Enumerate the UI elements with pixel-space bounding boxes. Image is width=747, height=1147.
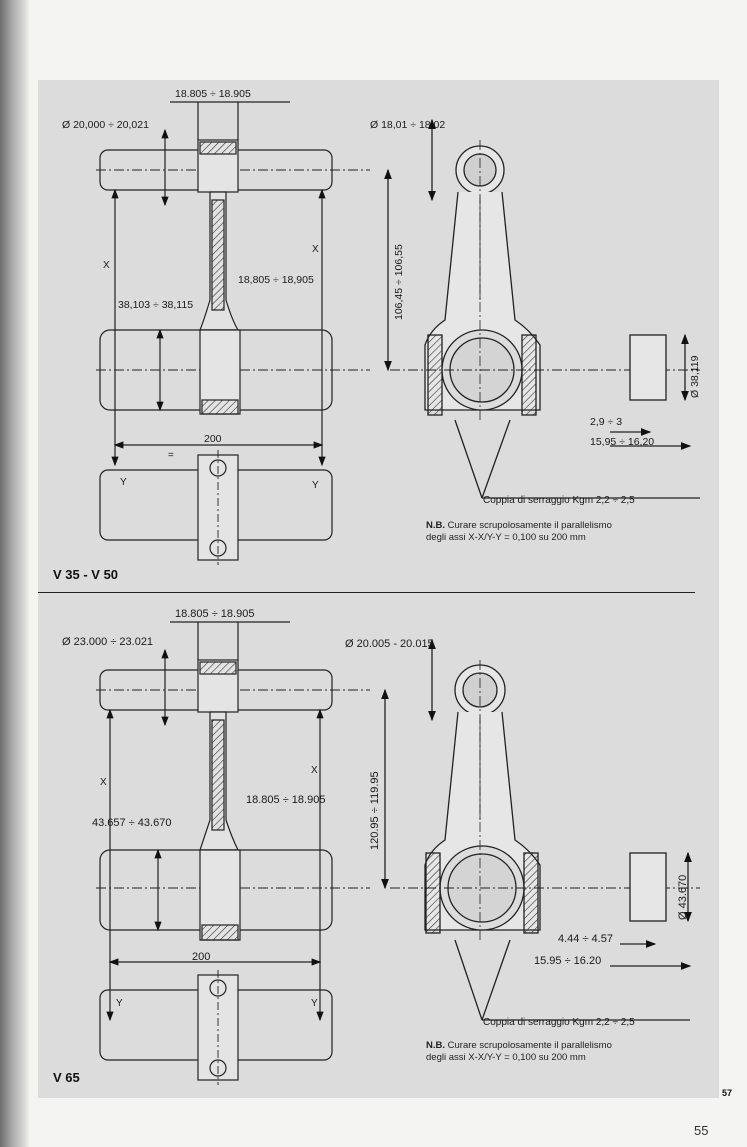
bottom-dim-web-width: 18.805 ÷ 18.905: [246, 794, 326, 806]
top-axis-x-right: X: [312, 244, 319, 255]
bottom-dim-shell-b: 15.95 ÷ 16.20: [534, 955, 602, 967]
bottom-axis-x-left: X: [100, 777, 107, 788]
top-note: [426, 520, 726, 544]
bottom-front-view: [96, 622, 370, 1085]
bottom-dim-small-end-dia: Ø 23.000 ÷ 23.021: [62, 636, 154, 648]
top-axis-y-left: Y: [120, 477, 127, 488]
bottom-note-line2: degli assi X-X/Y-Y = 0,100 su 200 mm: [426, 1052, 586, 1063]
page-number: 55: [694, 1123, 709, 1138]
bottom-dim-big-end-dia: 43.657 ÷ 43.670: [92, 817, 172, 829]
top-front-view: [96, 102, 370, 565]
bottom-dim-axis-length: 200: [192, 951, 211, 963]
top-dim-shell-dia: Ø 38,119: [689, 355, 701, 398]
bottom-dim-shell-dia: Ø 43.670: [677, 874, 689, 920]
top-dim-bush-bore: Ø 18,01 ÷ 18,02: [370, 119, 446, 131]
top-dim-small-end-dia: Ø 20,000 ÷ 20,021: [62, 119, 149, 131]
bottom-dim-bush-bore: Ø 20.005 - 20.015: [345, 638, 434, 650]
bottom-dim-shell-a: 4.44 ÷ 4.57: [558, 933, 613, 945]
top-dim-axis-length: 200: [204, 433, 222, 445]
top-note-line1: Curare scrupolosamente il parallelismo: [447, 520, 612, 531]
top-dim-center-distance: 106,45 ÷ 106,55: [393, 244, 405, 320]
bottom-axis-y-left: Y: [116, 998, 123, 1009]
top-dim-big-end-dia: 38,103 ÷ 38,115: [118, 299, 194, 311]
bottom-dim-center-distance: 120.95 ÷ 119.95: [369, 771, 381, 850]
top-model-heading: V 35 - V 50: [53, 567, 119, 582]
bottom-note-label: N.B.: [426, 1040, 445, 1051]
top-dim-pin-width: 18.805 ÷ 18.905: [175, 88, 251, 100]
section-divider: [38, 592, 695, 593]
top-torque-label: Coppia di serraggio Kgm 2,2 ÷ 2,5: [483, 495, 635, 506]
top-dim-shell-a: 2,9 ÷ 3: [590, 416, 623, 428]
bottom-torque-label: Coppia di serraggio Kgm 2,2 ÷ 2,5: [483, 1017, 635, 1028]
bottom-note-line1: Curare scrupolosamente il parallelismo: [447, 1040, 612, 1051]
top-dim-shell-b: 15,95 ÷ 16,20: [590, 436, 655, 448]
bottom-note: [426, 1040, 726, 1064]
bottom-model-heading: V 65: [53, 1070, 80, 1085]
top-note-label: N.B.: [426, 520, 445, 531]
top-dim-web-width: 18,805 ÷ 18,905: [238, 274, 314, 286]
top-equal-mark: =: [168, 450, 174, 461]
top-note-line2: degli assi X-X/Y-Y = 0,100 su 200 mm: [426, 532, 586, 543]
bottom-axis-x-right: X: [311, 765, 318, 776]
top-axis-y-right: Y: [312, 480, 319, 491]
inner-page-number: 57: [722, 1088, 733, 1098]
top-axis-x-left: X: [103, 260, 110, 271]
bottom-dim-pin-width: 18.805 ÷ 18.905: [175, 608, 255, 620]
bottom-axis-y-right: Y: [311, 998, 318, 1009]
